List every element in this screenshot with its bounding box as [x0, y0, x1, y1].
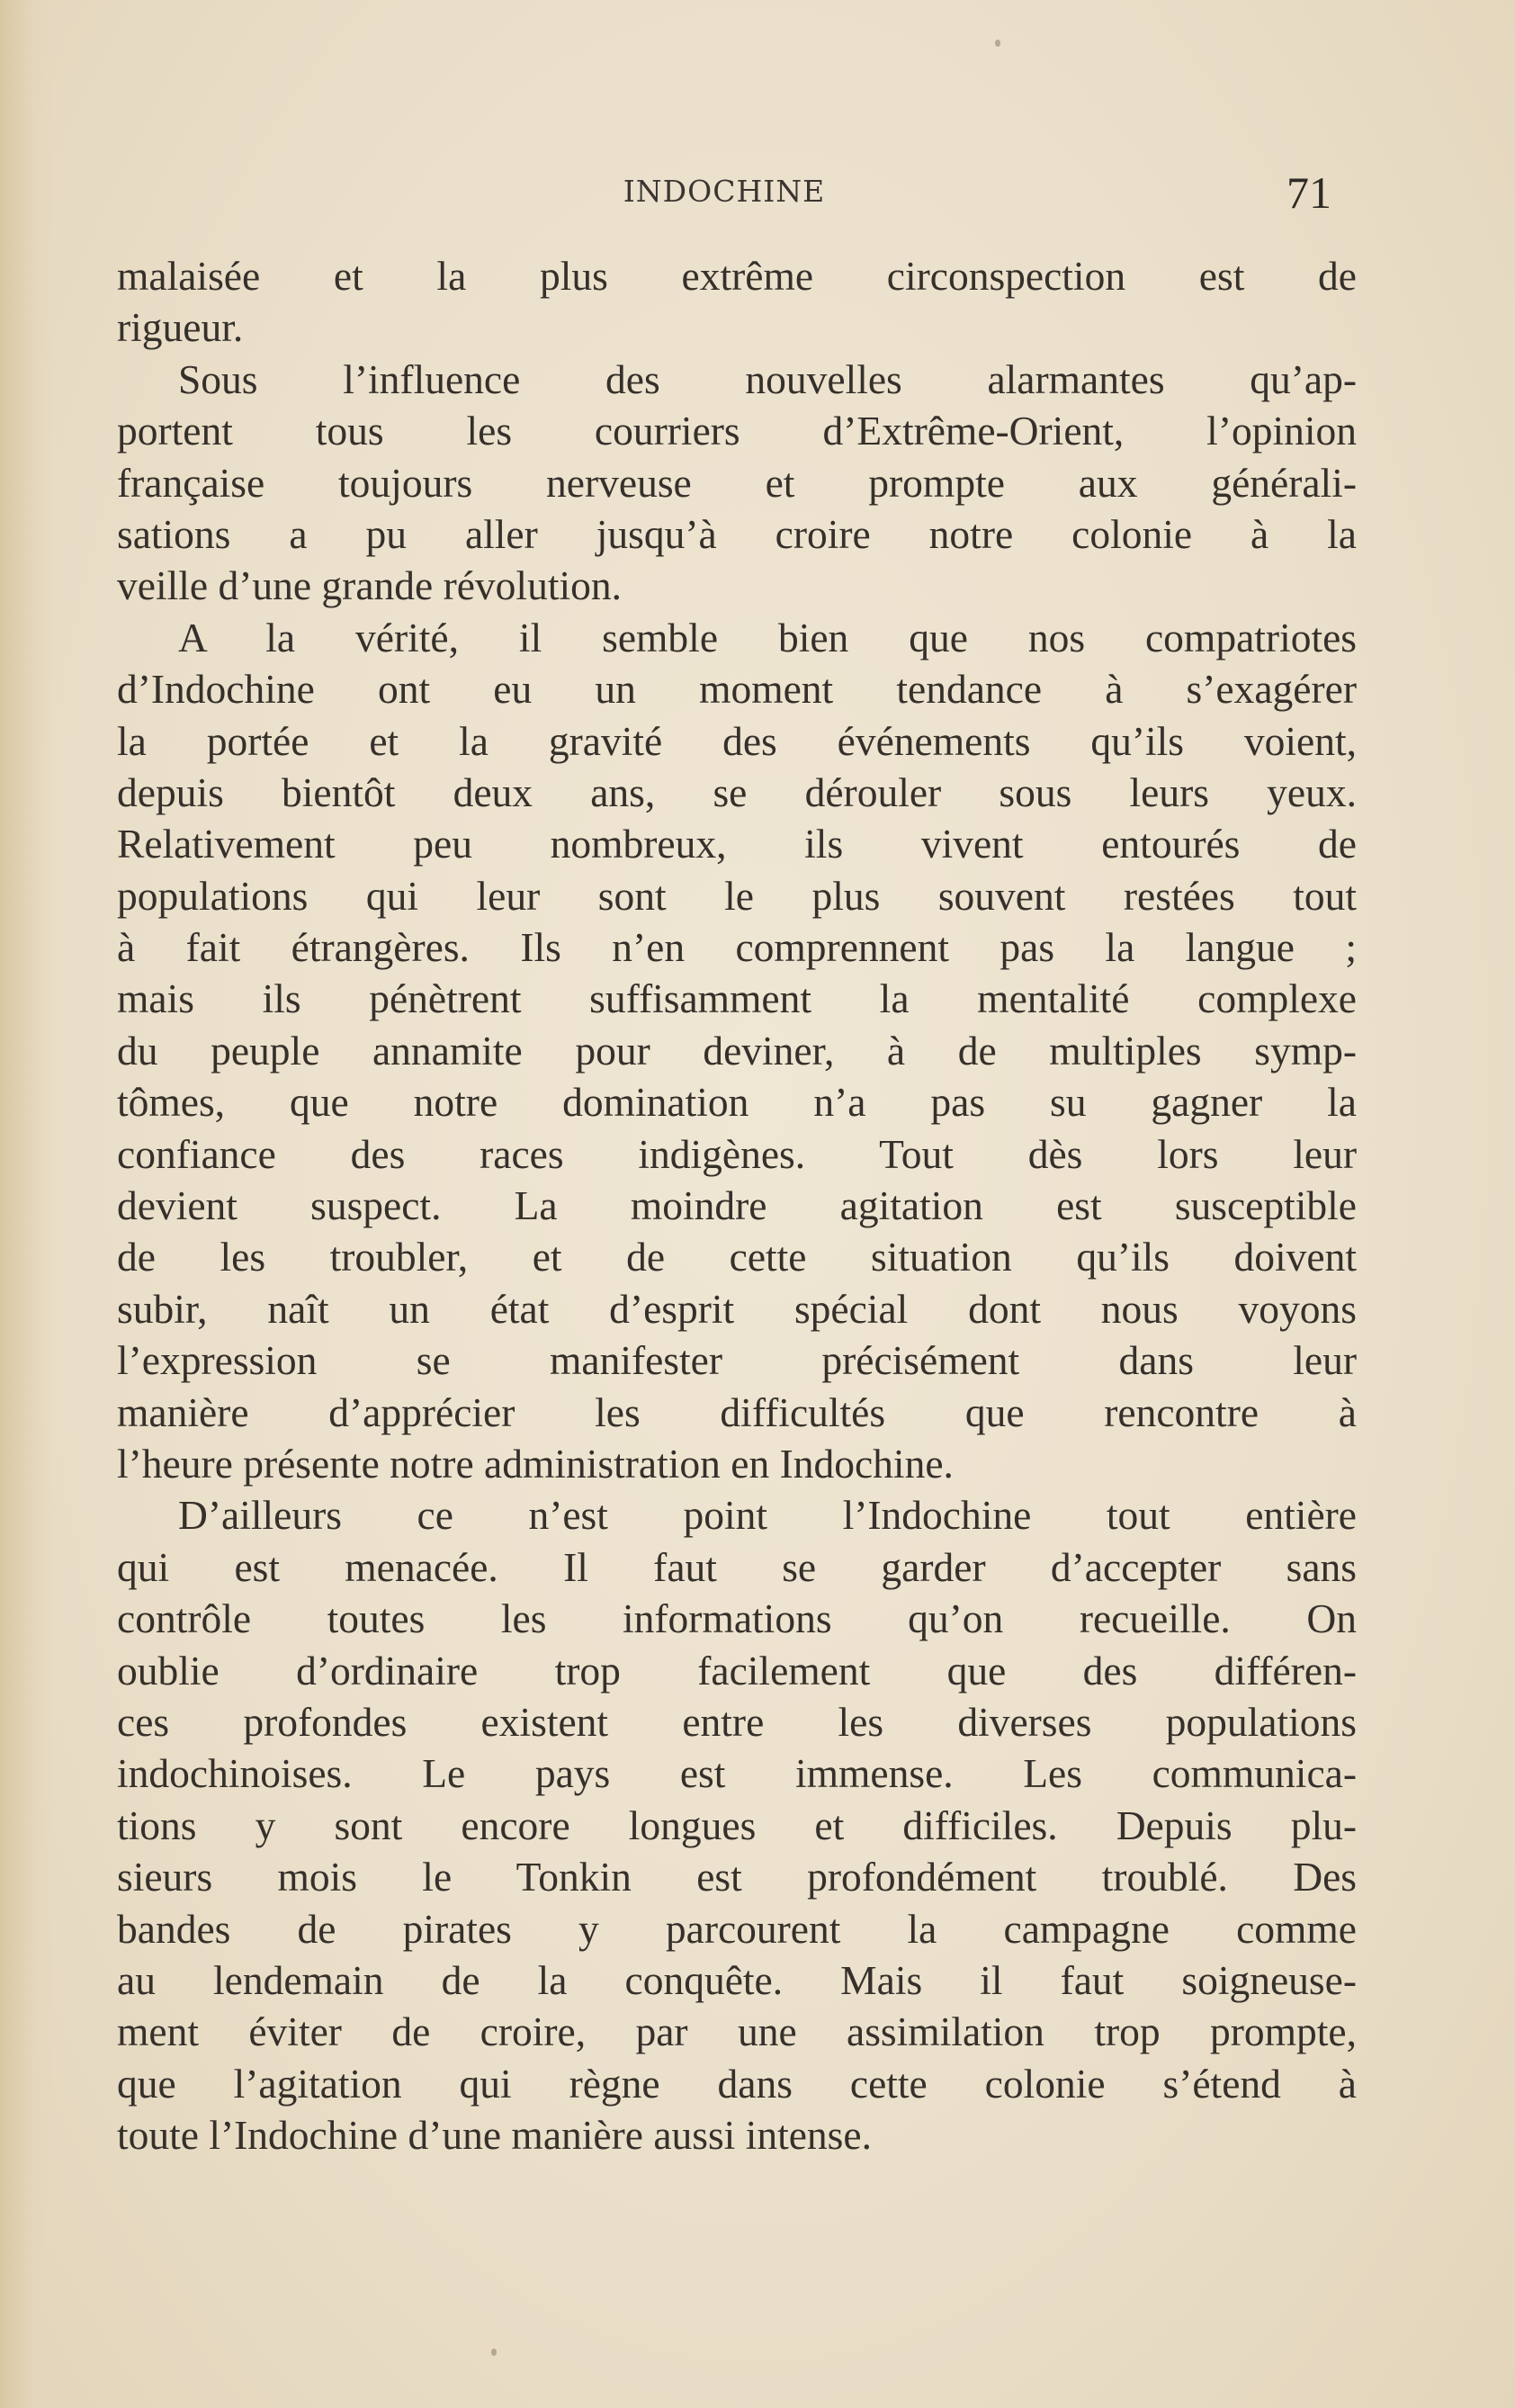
text-line: tômes, que notre domination n’a pas su gagner la — [117, 1079, 1357, 1126]
text-line: manière d’apprécier les difficultés que rencontre à — [117, 1388, 1357, 1435]
text-line: l’expression se manifester précisément dans leur — [117, 1337, 1357, 1384]
text-line: française toujours nerveuse et prompte aux générali- — [117, 459, 1357, 506]
text-line: devient suspect. La moindre agitation est susceptible — [117, 1182, 1357, 1229]
text-line: malaisée et la plus extrême circonspection est de — [117, 253, 1357, 299]
text-line: qui est menacée. Il faut se garder d’accepter sans — [117, 1543, 1357, 1590]
text-line: bandes de pirates y parcourent la campagne comme — [117, 1905, 1357, 1952]
text-line: au lendemain de la conquête. Mais il faut soigneuse- — [117, 1956, 1357, 2003]
text-line: subir, naît un état d’esprit spécial dont nous voyons — [117, 1285, 1357, 1332]
page-edge-shadow — [0, 0, 54, 2408]
text-line: rigueur. — [117, 304, 244, 351]
running-title: INDOCHINE — [623, 174, 826, 209]
text-line: oublie d’ordinaire trop facilement que des différen- — [117, 1647, 1357, 1694]
text-line: du peuple annamite pour deviner, à de multiples symp- — [117, 1027, 1357, 1074]
text-line: depuis bientôt deux ans, se dérouler sous leurs yeux. — [117, 768, 1357, 815]
text-line: A la vérité, il semble bien que nos compatriotes — [178, 614, 1357, 660]
text-line: à fait étrangères. Ils n’en comprennent pas la langue ; — [117, 924, 1357, 971]
text-line: de les troubler, et de cette situation qu’ils doivent — [117, 1234, 1357, 1280]
text-line: contrôle toutes les informations qu’on recueille. On — [117, 1595, 1357, 1642]
body-text — [117, 250, 1357, 2161]
page-number: 71 — [1286, 167, 1331, 218]
text-line: Sous l’influence des nouvelles alarmantes qu’ap- — [178, 355, 1357, 402]
text-line: que l’agitation qui règne dans cette colonie s’étend à — [117, 2060, 1357, 2107]
text-line: portent tous les courriers d’Extrême-Orient, l’opinion — [117, 408, 1357, 454]
text-line: ment éviter de croire, par une assimilation trop prompte, — [117, 2008, 1357, 2055]
paper-speck — [491, 2349, 497, 2356]
text-line: sieurs mois le Tonkin est profondément troublé. Des — [117, 1854, 1357, 1900]
text-line: tions y sont encore longues et difficiles. Depuis plu- — [117, 1802, 1357, 1848]
text-line: veille d’une grande révolution. — [117, 562, 622, 609]
text-line: populations qui leur sont le plus souvent restées tout — [117, 872, 1357, 919]
text-line: d’Indochine ont eu un moment tendance à s’exagérer — [117, 666, 1357, 713]
text-line: mais ils pénètrent suffisamment la mentalité complexe — [117, 975, 1357, 1022]
text-line: sations a pu aller jusqu’à croire notre colonie à la — [117, 510, 1357, 557]
text-line: Relativement peu nombreux, ils vivent entourés de — [117, 821, 1357, 867]
text-line: toute l’Indochine d’une manière aussi intense. — [117, 2112, 872, 2159]
page-header — [117, 166, 1331, 220]
text-line: l’heure présente notre administration en Indochine. — [117, 1440, 954, 1487]
text-line: la portée et la gravité des événements qu’ils voient, — [117, 717, 1357, 764]
text-line: confiance des races indigènes. Tout dès lors leur — [117, 1130, 1357, 1177]
text-line: D’ailleurs ce n’est point l’Indochine tout entière — [178, 1492, 1357, 1539]
text-line: indochinoises. Le pays est immense. Les communica- — [117, 1750, 1357, 1797]
text-line: ces profondes existent entre les diverses populations — [117, 1698, 1357, 1745]
paper-speck — [995, 40, 1000, 47]
